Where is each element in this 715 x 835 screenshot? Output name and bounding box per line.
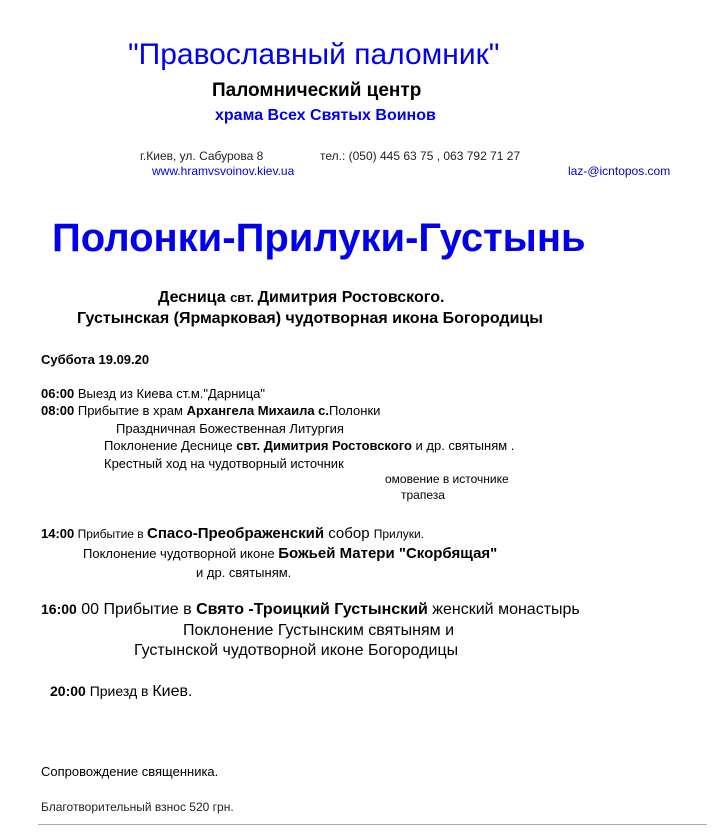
text: Приезд в xyxy=(85,683,153,699)
bottom-divider xyxy=(38,824,707,825)
relic-text: Димитрия Ростовского. xyxy=(257,289,445,306)
schedule-line: Густынской чудотворной иконе Богородицы xyxy=(134,642,459,659)
text: собор xyxy=(324,525,374,542)
text: Полонки xyxy=(329,403,381,418)
schedule-item xyxy=(50,683,192,701)
text: 00 Прибытие в xyxy=(76,601,197,618)
org-title: "Православный паломник" xyxy=(128,38,500,71)
website-link[interactable]: www.hramvsvoinov.kiev.ua xyxy=(152,164,295,178)
schedule-item xyxy=(41,601,580,619)
schedule-line: омовение в источнике xyxy=(385,472,509,486)
schedule-line xyxy=(104,438,514,453)
time: 08:00 xyxy=(41,403,75,418)
trip-title: Полонки-Прилуки-Густынь xyxy=(52,216,586,260)
schedule-line: и др. святыням. xyxy=(196,565,292,580)
schedule-item xyxy=(41,386,265,401)
schedule-item xyxy=(41,525,424,542)
relic-line xyxy=(158,289,444,307)
text: Поклонение Деснице xyxy=(104,438,237,453)
relic-text: свт. xyxy=(230,290,258,305)
text: Прибытие в xyxy=(74,527,147,541)
text: Спасо-Преображенский xyxy=(147,525,325,542)
text: Прилуки. xyxy=(373,527,425,541)
text: Выезд из Киева ст.м."Дарница" xyxy=(74,386,265,401)
text: Архангела Михаила с. xyxy=(186,403,330,418)
time: 20:00 xyxy=(50,683,86,699)
trip-date: Суббота 19.09.20 xyxy=(41,352,150,367)
org-subtitle: Паломнический центр xyxy=(212,80,422,101)
text: свт. Димитрия Ростовского xyxy=(236,438,412,453)
time: 16:00 xyxy=(41,601,77,617)
schedule-line: Праздничная Божественная Литургия xyxy=(116,421,344,436)
schedule-line xyxy=(83,545,497,562)
text: Поклонение чудотворной иконе xyxy=(83,546,279,561)
text: Божьей Матери "Скорбящая" xyxy=(278,545,498,562)
schedule-item xyxy=(41,403,380,418)
escort-note: Сопровождение священника. xyxy=(41,764,219,779)
relic-text: Десница xyxy=(158,289,231,306)
text: и др. святыням . xyxy=(411,438,515,453)
fee-note: Благотворительный взнос 520 грн. xyxy=(41,800,234,814)
time: 06:00 xyxy=(41,386,75,401)
text: женский монастырь xyxy=(427,601,580,618)
email-link[interactable]: laz-@icntopos.com xyxy=(568,164,671,178)
text: Киев. xyxy=(152,683,193,700)
schedule-line: Поклонение Густынским святыням и xyxy=(183,622,454,639)
church-name: храма Всех Святых Воинов xyxy=(215,107,436,124)
time: 14:00 xyxy=(41,526,75,541)
text: Свято -Троицкий Густынский xyxy=(196,601,428,618)
address: г.Киев, ул. Сабурова 8 xyxy=(140,149,264,163)
schedule-line: Крестный ход на чудотворный источник xyxy=(104,456,344,471)
icon-line: Густынская (Ярмарковая) чудотворная икона Богородицы xyxy=(77,310,543,327)
phone: тел.: (050) 445 63 75 , 063 792 71 27 xyxy=(320,149,521,163)
schedule-line: трапеза xyxy=(401,488,445,502)
text: Прибытие в храм xyxy=(74,403,187,418)
